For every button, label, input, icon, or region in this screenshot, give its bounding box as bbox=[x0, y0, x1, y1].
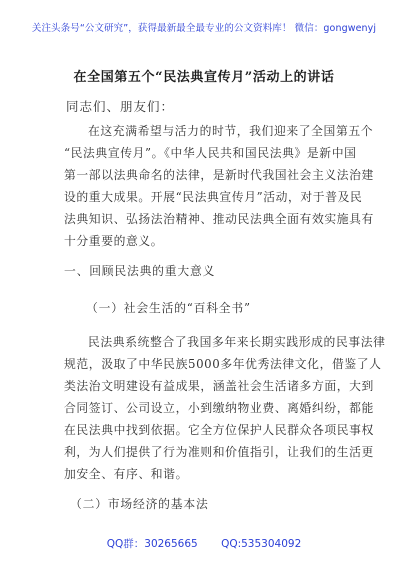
paragraph-line: 十分重要的意义。 bbox=[64, 234, 164, 248]
document-title: 在全国第五个“民法典宣传月”活动上的讲话 bbox=[73, 70, 335, 85]
subsection-heading: （二）市场经济的基本法 bbox=[70, 497, 209, 511]
footer-qq: QQ:535304092 bbox=[221, 538, 302, 550]
section-heading: 一、回顾民法典的重大意义 bbox=[64, 264, 216, 278]
header-banner: 关注头条号“公文研究”，获得最新最全最专业的公文资料库！ 微信：gongwenyj bbox=[31, 23, 377, 34]
paragraph-line: 法典知识、弘扬法治精神、推动民法典全面有效实施具有 bbox=[64, 212, 374, 226]
paragraph-line: 加安全、有序、和谐。 bbox=[64, 467, 188, 481]
body-paragraph bbox=[64, 331, 386, 485]
paragraph-line: “民法典宣传月”。《中华人民共和国民法典》是新中国 bbox=[64, 146, 357, 160]
paragraph-line: 民法典系统整合了我国多年来长期实践形成的民事法律 bbox=[88, 335, 386, 349]
footer bbox=[0, 536, 408, 551]
paragraph-line: 设的重大成果。开展“民法典宣传月”活动，对于普及民 bbox=[64, 190, 363, 204]
paragraph-line: 第一部以法典命名的法律，是新时代我国社会主义法治建 bbox=[64, 168, 374, 182]
footer-qq-group: QQ群：30265665 bbox=[106, 538, 198, 550]
paragraph-line: 规范，汲取了中华民族5000多年优秀法律文化，借鉴了人 bbox=[64, 357, 382, 371]
intro-paragraph bbox=[64, 120, 374, 252]
paragraph-line: 在民法典中找到依据。它全方位保护人民群众各项民事权 bbox=[64, 423, 374, 437]
paragraph-line: 合同签订、公司设立，小到缴纳物业费、离婚纠纷，都能 bbox=[64, 401, 374, 415]
paragraph-line: 在这充满希望与活力的时节，我们迎来了全国第五个 bbox=[88, 124, 374, 138]
subsection-heading: （一）社会生活的“百科全书” bbox=[86, 301, 251, 315]
paragraph-line: 利，为人们提供了行为准则和价值指引，让我们的生活更 bbox=[64, 445, 374, 459]
paragraph-line: 类法治文明建设有益成果，涵盖社会生活诸多方面，大到 bbox=[64, 379, 374, 393]
greeting: 同志们、朋友们： bbox=[66, 99, 175, 114]
